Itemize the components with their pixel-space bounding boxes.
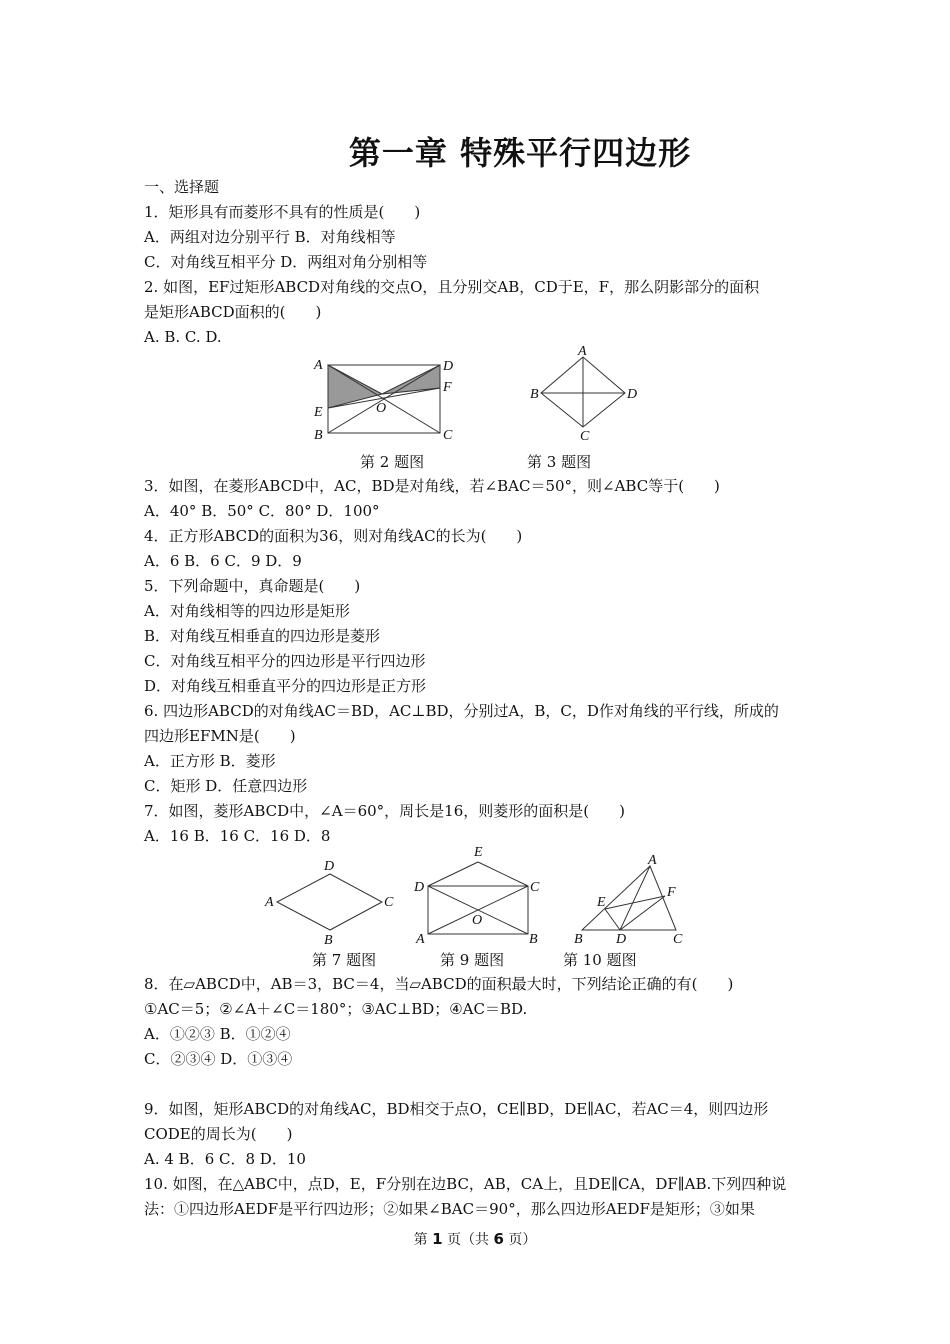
page-title: 第一章 特殊平行四边形 — [348, 134, 692, 172]
fig10-label-e: E — [597, 895, 606, 910]
fig2-caption: 第 2 题图 — [360, 453, 425, 471]
q6-options-cd: C．矩形 D．任意四边形 — [144, 777, 308, 795]
fig3-label-b: B — [530, 387, 539, 402]
fig3-caption: 第 3 题图 — [527, 453, 592, 471]
question-9-cont: CODE的周长为( ) — [144, 1125, 293, 1143]
q5-option-c: C．对角线互相平分的四边形是平行四边形 — [144, 652, 426, 670]
footer-prefix: 第 — [413, 1232, 428, 1248]
fig10-label-a: A — [648, 853, 657, 868]
fig7-label-b: B — [324, 933, 333, 948]
fig10-label-d: D — [616, 932, 627, 947]
footer-suffix: 页） — [508, 1232, 537, 1248]
fig10-label-f: F — [667, 885, 676, 900]
q5-option-a: A．对角线相等的四边形是矩形 — [144, 602, 350, 620]
fig9-label-e: E — [474, 845, 483, 860]
figure-3 — [525, 345, 640, 442]
q8-options-ab: A．①②③ B．①②④ — [144, 1025, 291, 1043]
q7-options: A．16 B．16 C．16 D．8 — [144, 827, 331, 845]
fig3-label-a: A — [578, 345, 587, 359]
question-6-cont: 四边形EFMN是( ) — [144, 727, 296, 745]
fig3-label-d: D — [627, 387, 638, 402]
question-8-statements: ①AC＝5；②∠A＋∠C＝180°；③AC⊥BD；④AC＝BD. — [144, 1000, 528, 1018]
fig2-label-e: E — [314, 405, 323, 420]
footer-total-pages: 6 — [493, 1230, 504, 1248]
question-3: 3．如图，在菱形ABCD中，AC，BD是对角线，若∠BAC＝50°，则∠ABC等于( ) — [144, 477, 720, 495]
fig2-label-o: O — [376, 401, 387, 416]
question-4: 4．正方形ABCD的面积为36，则对角线AC的长为( ) — [144, 527, 523, 545]
fig9-caption: 第 9 题图 — [440, 951, 505, 969]
q5-option-d: D．对角线互相垂直平分的四边形是正方形 — [144, 677, 427, 695]
q8-options-cd: C．②③④ D．①③④ — [144, 1050, 293, 1068]
figure-7 — [262, 856, 397, 948]
fig7-label-d: D — [324, 859, 335, 874]
q9-options: A. 4 B．6 C．8 D．10 — [144, 1150, 306, 1168]
q5-option-b: B．对角线互相垂直的四边形是菱形 — [144, 627, 381, 645]
fig2-label-c: C — [443, 428, 453, 443]
question-9: 9．如图，矩形ABCD的对角线AC，BD相交于点O，CE∥BD，DE∥AC，若AC＝4，则四边形 — [144, 1100, 769, 1118]
question-10: 10. 如图，在△ABC中，点D，E，F分别在边BC，AB，CA上，且DE∥CA，DF∥AB.下列四种说 — [144, 1175, 787, 1193]
footer-middle: 页（共 — [447, 1232, 489, 1248]
fig7-label-a: A — [265, 895, 274, 910]
footer-page-number: 1 — [432, 1230, 443, 1248]
fig2-label-f: F — [443, 380, 452, 395]
figure-10 — [568, 852, 693, 948]
fig7-caption: 第 7 题图 — [312, 951, 377, 969]
q6-options-ab: A．正方形 B．菱形 — [144, 752, 276, 770]
question-5: 5．下列命题中，真命题是( ) — [144, 577, 361, 595]
question-10-cont: 法：①四边形AEDF是平行四边形；②如果∠BAC＝90°，那么四边形AEDF是矩形；③如果 — [144, 1200, 755, 1218]
fig10-caption: 第 10 题图 — [563, 951, 637, 969]
question-8: 8．在▱ABCD中，AB＝3，BC＝4，当▱ABCD的面积最大时，下列结论正确的有( ) — [144, 975, 734, 993]
q4-options: A．6 B．6 C．9 D．9 — [144, 552, 302, 570]
page-footer — [0, 1229, 950, 1249]
fig9-label-b: B — [529, 932, 538, 946]
shaded-region-left — [328, 365, 382, 408]
fig9-label-c: C — [530, 880, 540, 895]
fig10-label-c: C — [673, 932, 683, 947]
question-2: 2. 如图，EF过矩形ABCD对角线的交点O，且分别交AB，CD于E，F，那么阴影部分的面积 — [144, 278, 760, 296]
question-6: 6. 四边形ABCD的对角线AC＝BD，AC⊥BD，分别过A，B，C，D作对角线的平行线，所成的 — [144, 702, 779, 720]
fig3-label-c: C — [580, 429, 590, 442]
fig9-label-a: A — [416, 932, 425, 946]
q1-options-ab: A．两组对边分别平行 B．对角线相等 — [144, 228, 396, 246]
fig2-label-b: B — [314, 428, 323, 443]
q3-options: A．40° B．50° C．80° D．100° — [144, 502, 380, 520]
figure-9 — [410, 840, 545, 946]
fig2-label-a: A — [314, 358, 323, 373]
question-2-cont: 是矩形ABCD面积的( ) — [144, 303, 322, 321]
fig9-label-d: D — [414, 880, 425, 895]
fig9-label-o: O — [472, 913, 483, 928]
question-7: 7．如图，菱形ABCD中，∠A＝60°，周长是16，则菱形的面积是( ) — [144, 802, 625, 820]
fig10-label-b: B — [574, 932, 583, 947]
fig7-label-c: C — [384, 895, 394, 910]
question-1: 1．矩形具有而菱形不具有的性质是( ) — [144, 203, 421, 221]
q1-options-cd: C．对角线互相平分 D．两组对角分别相等 — [144, 253, 428, 271]
section-heading: 一、选择题 — [144, 178, 220, 196]
figure-2 — [310, 355, 460, 445]
q2-options: A. B. C. D. — [144, 328, 222, 346]
fig2-label-d: D — [443, 359, 454, 374]
